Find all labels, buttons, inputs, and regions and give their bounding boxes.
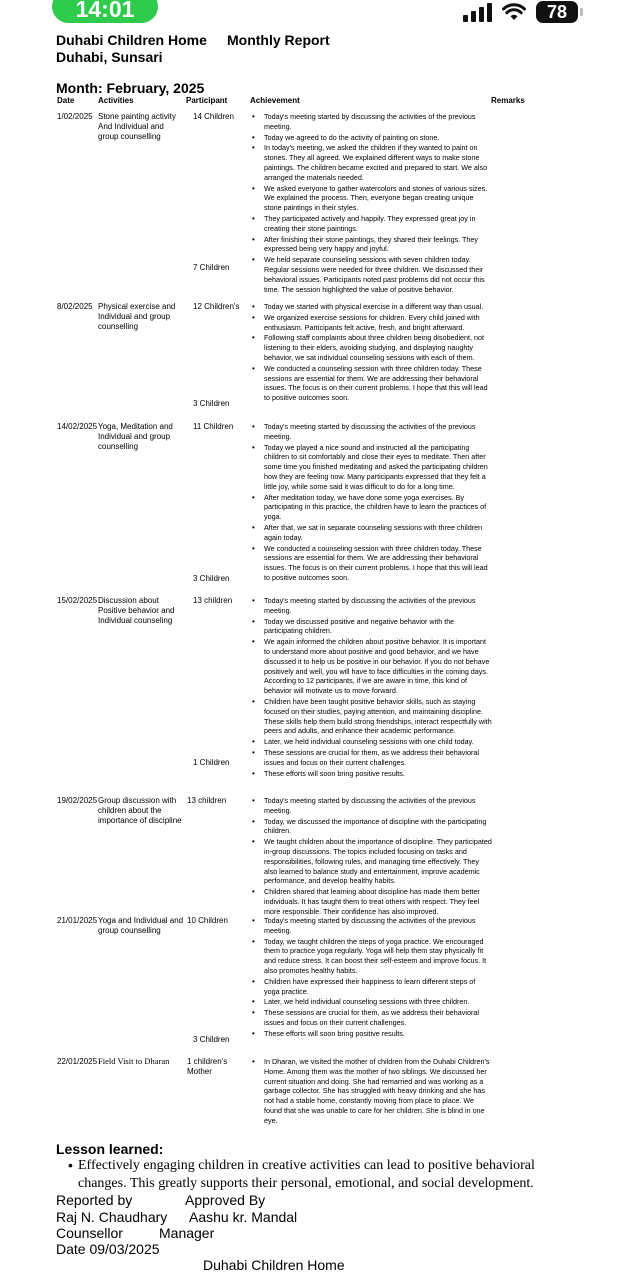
- report-month: Month: February, 2025: [56, 80, 205, 96]
- achievement-item: • In Dharan, we visited the mother of children from the Duhabi Children's Home. Among them was the mother of two siblings. We discussed her current situation and doing. She had remarried and was working as a garbage collector. She has struggled with heavy drinking and she has not had a stable home, constantly moving from place to place. We found that she was unable to care for her children. She is blind in one eye.: [249, 1057, 492, 1126]
- achievement-item: • Today, we taught children the steps of yoga practice. We encouraged them to practice yoga regularly. Yoga will help them stay physically fit and reduce stress. It can boost their self-esteem and improve focus. It also promotes healthy habits.: [249, 937, 492, 976]
- row-participants: 3 Children: [193, 574, 230, 583]
- report-date: Date 09/03/2025: [56, 1241, 160, 1257]
- col-date: Date: [57, 96, 75, 105]
- row-participants: 13 children: [193, 596, 233, 605]
- approver-name: Aashu kr. Mandal: [189, 1209, 298, 1225]
- achievement-item: • These efforts will soon bring positive results.: [249, 769, 492, 779]
- achievement-item: • Today, we discussed the importance of discipline with the participating children.: [249, 817, 492, 837]
- achievement-item: • Today's meeting started by discussing the activities of the previous meeting.: [249, 796, 492, 816]
- status-time-pill: [52, 0, 158, 23]
- achievement-item: • Children have been taught positive behavior skills, such as staying focused on their studies, paying attention, and maintaining discipline. These skills help them build strong friendships, interact respectfully with peers and adults, and enhance their academic performance.: [249, 697, 492, 736]
- org-name: Duhabi Children Home: [56, 32, 207, 48]
- col-achievement: Achievement: [250, 96, 300, 105]
- battery-level: 78: [546, 1, 568, 22]
- achievement-item: • Children have expressed their happiness to learn different steps of yoga practice.: [249, 977, 492, 997]
- bullet-icon: •: [68, 1157, 73, 1173]
- row-achievements: [249, 596, 492, 779]
- achievement-item: • In today's meeting, we asked the children if they wanted to paint on stones. They all agreed. We explained different ways to make stone paintings. The children became excited and prepared to start. We also arranged the materials needed.: [249, 143, 492, 182]
- achievement-item: • Today we discussed positive and negative behavior with the participating children.: [249, 617, 492, 637]
- achievement-item: • Today we agreed to do the activity of painting on stone.: [249, 133, 492, 143]
- row-participants: 3 Children: [193, 1035, 230, 1044]
- row-date: 21/01/2025: [57, 916, 98, 925]
- footer-org-name: Duhabi Children Home: [203, 1257, 345, 1273]
- row-achievements: [249, 916, 492, 1040]
- achievement-item: • Today's meeting started by discussing the activities of the previous meeting.: [249, 596, 492, 616]
- org-location: Duhabi, Sunsari: [56, 49, 163, 65]
- col-participant: Participant: [186, 96, 228, 105]
- approver-role: Manager: [159, 1225, 215, 1241]
- lesson-learned-text: Effectively engaging children in creative activities can lead to positive behavioral changes. This greatly supports their personal, emotional, and social development.: [78, 1158, 535, 1191]
- row-participants: 13 children: [187, 796, 227, 805]
- row-activity: Group discussion with children about the importance of discipline: [98, 796, 182, 825]
- row-participants: 14 Children: [193, 112, 234, 121]
- row-date: 19/02/2025: [57, 796, 98, 805]
- status-time: 14:01: [75, 0, 135, 22]
- row-date: 15/02/2025: [57, 596, 98, 605]
- achievement-item: • After meditation today, we have done some yoga exercises. By participating in this practice, the children have to learn the practices of yoga.: [249, 493, 492, 522]
- cellular-signal-icon: [463, 2, 492, 22]
- row-date: 14/02/2025: [57, 422, 98, 431]
- achievement-item: • Today's meeting started by discussing the activities of the previous meeting.: [249, 112, 492, 132]
- achievement-item: • We conducted a counseling session with three children today. These sessions are essential for them. We are addressing their behavioral issues. The focus is on their current problems. I hope that this will lead to positive outcomes soon.: [249, 544, 492, 583]
- row-participants: 1 Children: [193, 758, 230, 767]
- row-date: 1/02/2025: [57, 112, 93, 121]
- achievement-item: • Today we played a nice sound and instructed all the participating children to sit comfortably and close their eyes to meditate. Then after some time you finished meditating and asked the participating children how they are feeling now. Many participants expressed that they felt a little joy, while some said it was difficult to do for a long time.: [249, 443, 492, 492]
- achievement-item: • Later, we held individual counseling sessions with three children.: [249, 997, 492, 1007]
- achievement-item: • Following staff complaints about three children being disobedient, not listening to their elders, avoiding studying, and displaying naughty behavior, we sat individual counseling sessions with each of them.: [249, 333, 492, 362]
- achievement-item: • Later, we held individual counseling sessions with one child today.: [249, 737, 492, 747]
- achievement-item: • We again informed the children about positive behavior. It is important to understand more about positive and good behavior, and we have discussed it to help us be positive in our behavior. If you do not behave positively and well, you will have to face difficulties in the coming days. According to 12 participants, if we are aware in time, this kind of behavior will motivate us to move forward.: [249, 637, 492, 696]
- achievement-item: • We organized exercise sessions for children. Every child joined with enthusiasm. Participants felt active, fresh, and bright afterward.: [249, 313, 492, 333]
- row-participants: 3 Children: [193, 399, 230, 408]
- row-activity: Stone painting activity And Individual and group counselling: [98, 112, 176, 141]
- report-title: Monthly Report: [227, 32, 330, 48]
- col-remarks: Remarks: [491, 96, 525, 105]
- row-achievements: [249, 1057, 492, 1127]
- achievement-item: • Today's meeting started by discussing the activities of the previous meeting.: [249, 422, 492, 442]
- row-date: 8/02/2025: [57, 302, 93, 311]
- achievement-item: • After that, we sat in separate counseling sessions with three children again today.: [249, 523, 492, 543]
- row-activity: Yoga and Individual and group counselling: [98, 916, 184, 935]
- row-achievements: [249, 796, 492, 918]
- achievement-item: • We taught children about the importance of discipline. They participated in-group discussions. The topics included focusing on tasks and responsibilities, following rules, and managing time effectively. They also learned to balance study and entertainment, improve academic performance, and develop healthy habits.: [249, 837, 492, 886]
- achievement-item: • Today we started with physical exercise in a different way than usual.: [249, 302, 492, 312]
- row-achievements: [249, 422, 492, 584]
- lesson-learned-heading: Lesson learned:: [56, 1141, 164, 1157]
- row-participants: 1 children's Mother: [187, 1057, 228, 1076]
- achievement-item: • We asked everyone to gather watercolors and stones of various sizes. We explained the process. Then, everyone began creating unique stone paintings in their styles.: [249, 184, 492, 213]
- achievement-item: • We held separate counseling sessions with seven children today. Regular sessions were needed for three children. We discussed their behavioral issues. Participants noted past problems did not occur this time. The session highlighted the value of positive behavior.: [249, 255, 492, 294]
- row-participants: 7 Children: [193, 263, 230, 272]
- row-participants: 10 Children: [187, 916, 228, 925]
- approved-by-label: Approved By: [185, 1192, 266, 1208]
- col-activities: Activities: [98, 96, 134, 105]
- achievement-item: • Today's meeting started by discussing the activities of the previous meeting.: [249, 916, 492, 936]
- row-participants: 11 Children: [193, 422, 234, 431]
- reported-by-label: Reported by: [56, 1192, 133, 1208]
- achievement-item: • These efforts will soon bring positive results.: [249, 1029, 492, 1039]
- row-participants: 12 Children's: [193, 302, 240, 311]
- achievement-item: • These sessions are crucial for them, as we address their behavioral issues and focus on their current challenges.: [249, 1008, 492, 1028]
- reporter-name: Raj N. Chaudhary: [56, 1209, 168, 1225]
- reporter-role: Counsellor: [56, 1225, 123, 1241]
- row-date: 22/01/2025: [57, 1057, 98, 1066]
- achievement-item: • Children shared that learning about discipline has made them better individuals. It has taught them to treat others with respect. They feel more responsible. Their confidence has also improved.: [249, 887, 492, 916]
- row-achievements: [249, 112, 492, 295]
- battery-icon: [536, 1, 578, 23]
- achievement-item: • They participated actively and happily. They expressed great joy in creating their stone paintings.: [249, 214, 492, 234]
- status-icons: [463, 0, 578, 24]
- row-activity: Yoga, Meditation and Individual and group counselling: [98, 422, 173, 451]
- row-activity: Physical exercise and Individual and group counselling: [98, 302, 176, 331]
- row-activity: Discussion about Positive behavior and Individual counseling: [98, 596, 175, 625]
- row-activity: Field Visit to Dharan: [98, 1056, 170, 1066]
- achievement-item: • These sessions are crucial for them, as we address their behavioral issues and focus on their current challenges.: [249, 748, 492, 768]
- wifi-icon: [502, 2, 526, 22]
- row-achievements: [249, 302, 492, 404]
- achievement-item: • After finishing their stone paintings, they shared their feelings. They expressed being very happy and joyful.: [249, 235, 492, 255]
- achievement-item: • We conducted a counseling session with three children today. These sessions are essential for them. We are addressing their behavioral issues. The focus is on their current problems. I hope that this will lead to positive outcomes soon.: [249, 364, 492, 403]
